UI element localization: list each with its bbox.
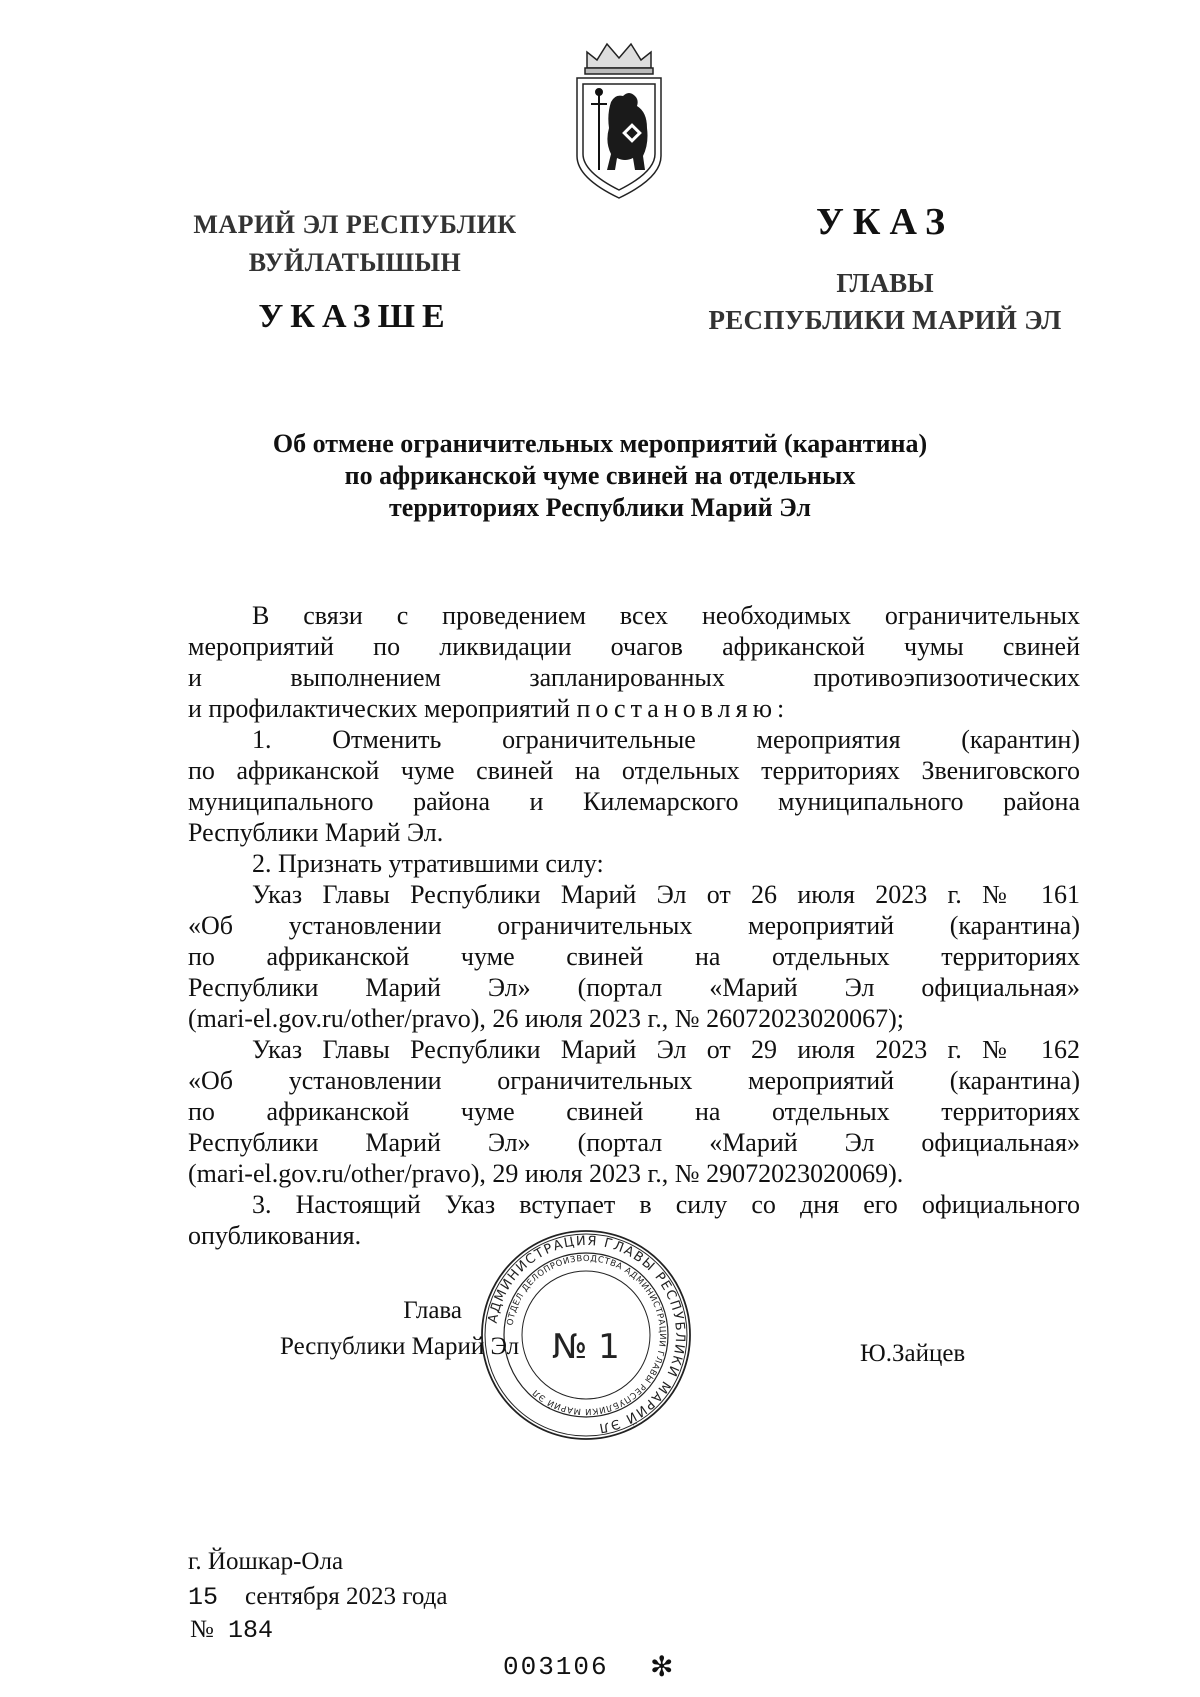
document-title-line: Об отмене ограничительных мероприятий (карантина) [272,429,928,458]
serial-asterisk-icon: ✻ [650,1652,674,1683]
body-line: Указ Главы Республики Марий Эл от 29 июля 2023 г. № 162 [252,1035,1080,1064]
signer-name: Ю.Зайцев [860,1340,966,1367]
body-line: Республики Марий Эл» (портал «Марий Эл официальная» [188,1128,1080,1157]
signatory-position-line1: Глава [403,1297,462,1324]
stamp-inner-text: ОТДЕЛ ДЕЛОПРОИЗВОДСТВА АДМИНИСТРАЦИИ ГЛАВЫ РЕСПУБЛИКИ МАРИЙ ЭЛ [505,1253,668,1417]
body-line: и выполнением запланированных противоэпизоотических [188,663,1080,692]
body-line: муниципального района и Килемарского муниципального района [188,787,1080,816]
body-line: «Об установлении ограничительных мероприятий (карантина) [188,911,1080,940]
issue-place: г. Йошкар-Ола [188,1548,344,1575]
document-title [190,428,1010,524]
document-title-line: по африканской чуме свиней на отдельных [344,461,856,490]
body-text: и профилактических мероприятий [188,694,570,723]
body-line: (mari-el.gov.ru/other/pravo), 29 июля 2023 г., № 29072023020069). [188,1159,904,1188]
body-line: 2. Признать утратившими силу: [252,849,604,878]
body-line: Указ Главы Республики Марий Эл от 26 июля 2023 г. № 161 [252,880,1080,909]
body-line: (mari-el.gov.ru/other/pravo), 26 июля 2023 г., № 26072023020067); [188,1004,904,1033]
stamp-outer-text: АДМИНИСТРАЦИЯ ГЛАВЫ РЕСПУБЛИКИ МАРИЙ ЭЛ [485,1233,688,1436]
body-spaced-verb: постановляю: [576,694,790,723]
body-line: по африканской чуме свиней на отдельных территориях Звениговского [188,756,1080,785]
decree-number-sign: № [190,1616,214,1643]
header-right-title: УКАЗ [816,201,954,243]
decree-number: 184 [228,1616,274,1645]
header-left-title: УКАЗШЕ [258,298,452,335]
body-line: Республики Марий Эл» (портал «Марий Эл официальная» [188,973,1080,1002]
document-title-line: территориях Республики Марий Эл [389,493,811,522]
issue-date-month-year: сентября 2023 года [245,1583,448,1610]
header-right-line2: РЕСПУБЛИКИ МАРИЙ ЭЛ [708,305,1062,335]
form-serial-number: 003106 [503,1652,609,1682]
stamp-number: № 1 [552,1327,620,1367]
body-line: Республики Марий Эл. [188,818,444,847]
header-left-line2: ВУЙЛАТЫШЫН [248,248,462,277]
issue-date-day: 15 [188,1583,219,1612]
body-line: по африканской чуме свиней на отдельных территориях [188,942,1080,971]
body-line: В связи с проведением всех необходимых ограничительных [252,601,1080,630]
header-right-line1: ГЛАВЫ [836,268,934,298]
coat-of-arms-emblem [565,38,673,208]
body-line: «Об установлении ограничительных мероприятий (карантина) [188,1066,1080,1095]
header-left-line1: МАРИЙ ЭЛ РЕСПУБЛИК [193,210,517,239]
body-line: опубликования. [188,1221,362,1250]
body-line: мероприятий по ликвидации очагов африканской чумы свиней [188,632,1080,661]
body-line: 3. Настоящий Указ вступает в силу со дня его официального [252,1190,1080,1219]
body-line: 1. Отменить ограничительные мероприятия (карантин) [252,725,1080,754]
body-line [188,694,1080,724]
signatory-position-line2: Республики Марий Эл [280,1333,520,1360]
body-line: по африканской чуме свиней на отдельных территориях [188,1097,1080,1126]
